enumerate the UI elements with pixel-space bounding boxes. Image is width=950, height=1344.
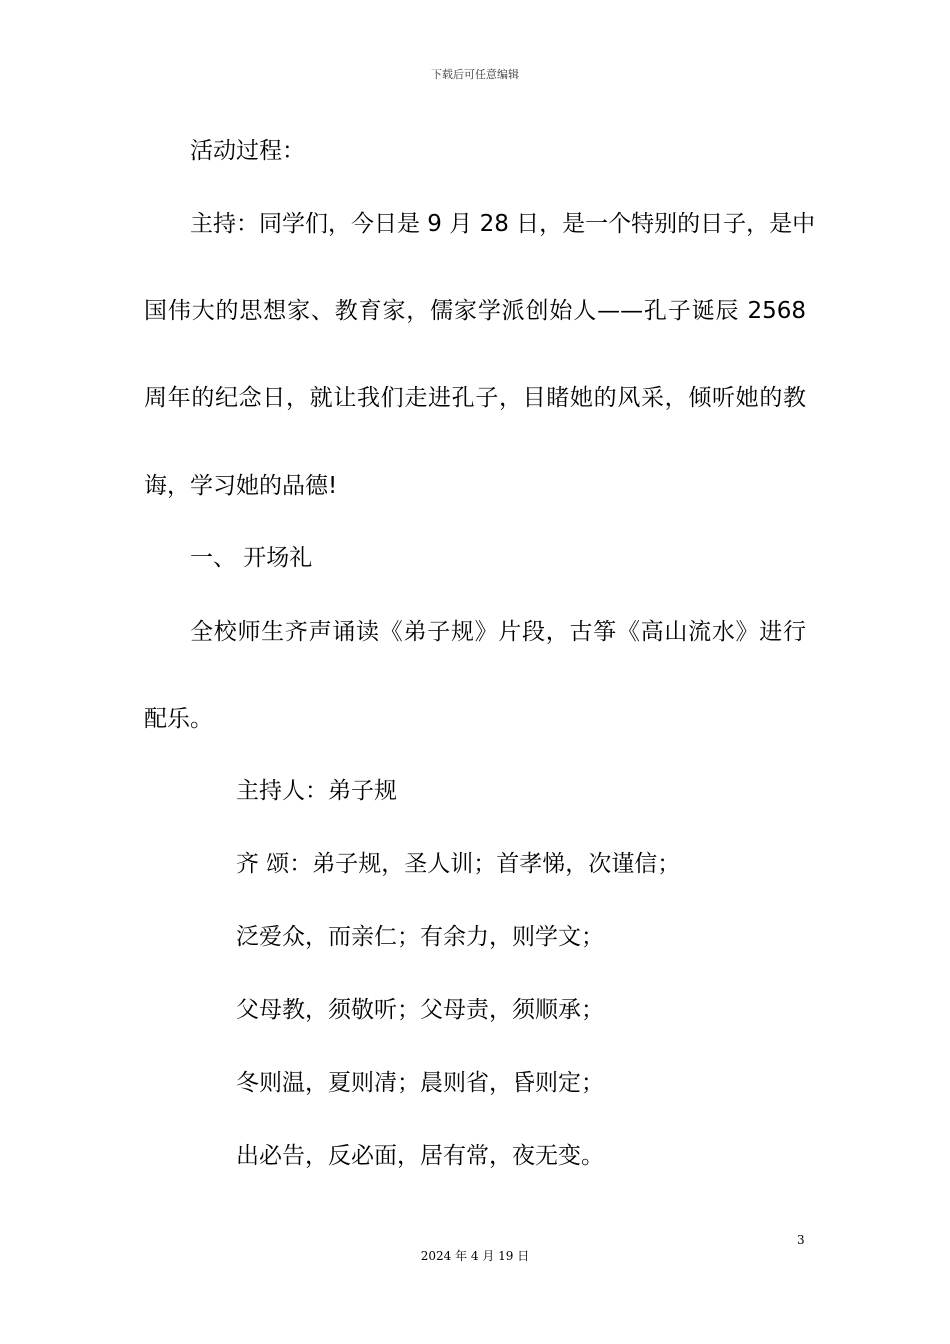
heading-activity-process: 活动过程：: [190, 138, 305, 164]
verse-line-3: 泛爱众，而亲仁；有余力，则学文；: [236, 924, 604, 950]
verse-line-6: 出必告，反必面，居有常，夜无变。: [236, 1143, 604, 1169]
header-note: 下载后可任意编辑: [431, 68, 519, 81]
host-intro-line-3: 周年的纪念日，就让我们走进孔子，目睹她的风采，倾听她的教: [144, 385, 806, 411]
host-intro-line-2: 国伟大的思想家、教育家，儒家学派创始人——孔子诞辰 2568: [144, 298, 806, 324]
page-number: 3: [797, 1233, 805, 1247]
recital-line-2: 配乐。: [144, 706, 213, 732]
section-one-heading: 一、 开场礼: [190, 545, 313, 571]
footer-date: 2024 年 4 月 19 日: [420, 1249, 530, 1263]
verse-line-5: 冬则温，夏则凊；晨则省，昏则定；: [236, 1070, 604, 1096]
verse-line-2: 齐 颂：弟子规，圣人训；首孝悌，次谨信；: [236, 851, 681, 877]
host-intro-line-1: 主持：同学们，今日是 9 月 28 日，是一个特别的日子，是中: [190, 211, 816, 237]
host-intro-line-4: 诲，学习她的品德!: [144, 473, 338, 499]
verse-line-4: 父母教，须敬听；父母责，须顺承；: [236, 997, 604, 1023]
verse-line-1: 主持人：弟子规: [236, 778, 397, 804]
recital-line-1: 全校师生齐声诵读《弟子规》片段，古筝《高山流水》进行: [190, 619, 806, 645]
